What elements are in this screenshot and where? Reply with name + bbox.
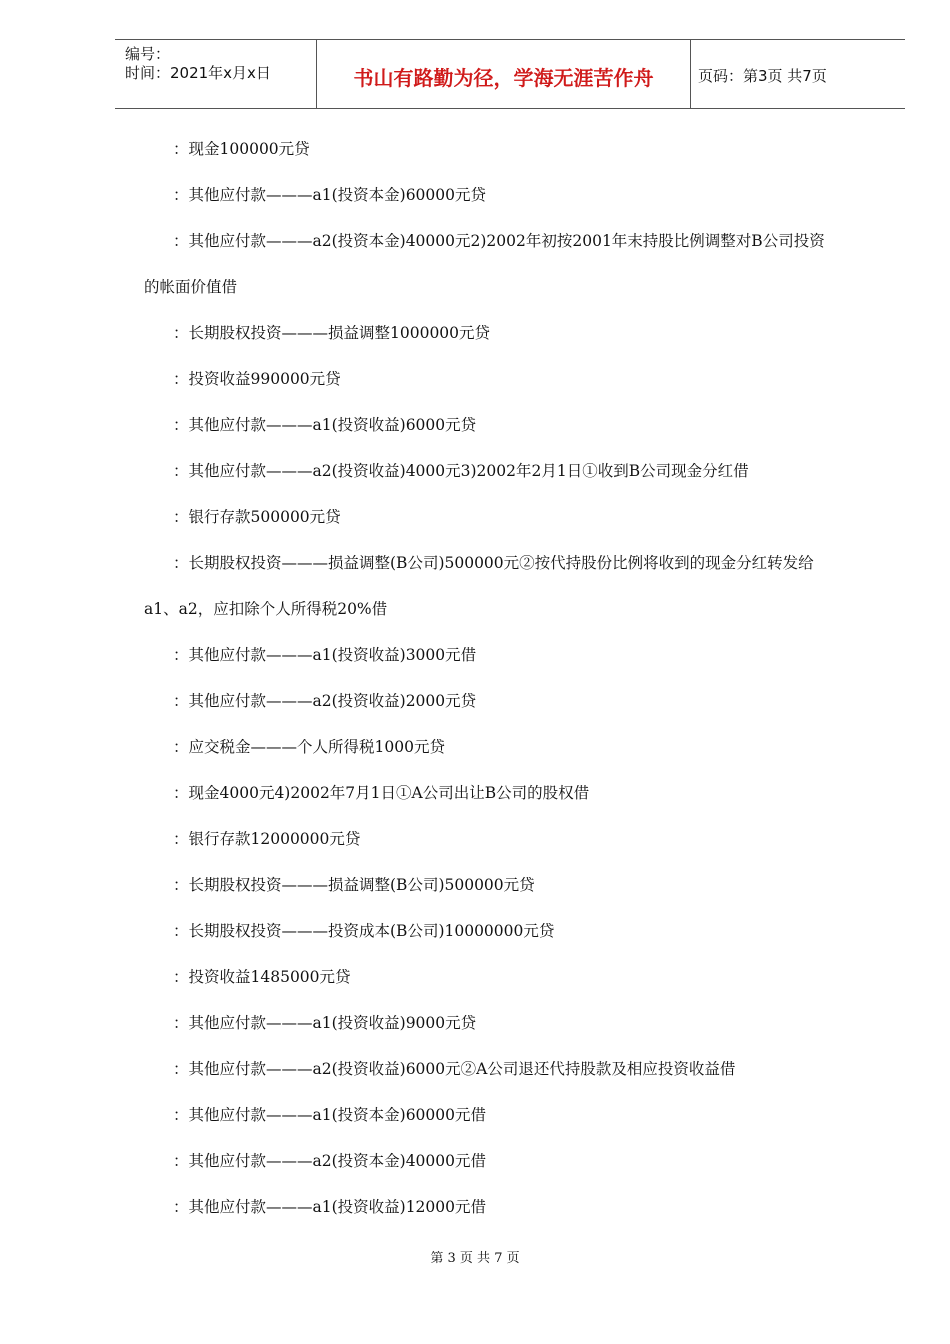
body-line: ：其他应付款———a2(投资收益)6000元②A公司退还代持股款及相应投资收益借 — [173, 1060, 736, 1078]
body-line: ：其他应付款———a2(投资收益)2000元贷 — [173, 692, 477, 710]
body-line: ：现金100000元贷 — [173, 140, 310, 158]
body-line: ：长期股权投资———损益调整1000000元贷 — [173, 324, 491, 342]
body-line: ：其他应付款———a2(投资本金)40000元借 — [173, 1152, 487, 1170]
header-page-cell — [690, 40, 905, 108]
header-motto-cell — [316, 40, 691, 108]
body-line: ：银行存款12000000元贷 — [173, 830, 361, 848]
body-line: ：长期股权投资———损益调整(B公司)500000元②按代持股份比例将收到的现金分红转发给 — [173, 554, 814, 572]
document-date-label: 时间：2021年x月x日 — [125, 64, 271, 82]
document-number-label: 编号： — [125, 45, 171, 63]
body-line: ：其他应付款———a1(投资收益)6000元贷 — [173, 416, 477, 434]
body-line: 的帐面价值借 — [144, 278, 238, 296]
body-line: ：投资收益1485000元贷 — [173, 968, 351, 986]
page-footer: 第 3 页 共 7 页 — [430, 1251, 520, 1266]
page-number-label: 页码：第3页 共7页 — [698, 67, 827, 85]
motto-text: 书山有路勤为径，学海无涯苦作舟 — [353, 66, 654, 90]
body-line: ：长期股权投资———投资成本(B公司)10000000元贷 — [173, 922, 555, 940]
body-line: ：其他应付款———a2(投资本金)40000元2)2002年初按2001年末持股比例调整对B公司投资 — [173, 232, 825, 250]
body-line: ：其他应付款———a1(投资本金)60000元借 — [173, 1106, 487, 1124]
body-line: ：其他应付款———a1(投资收益)12000元借 — [173, 1198, 487, 1216]
body-line: ：现金4000元4)2002年7月1日①A公司出让B公司的股权借 — [173, 784, 590, 802]
body-line: ：其他应付款———a1(投资本金)60000元贷 — [173, 186, 487, 204]
body-line: ：银行存款500000元贷 — [173, 508, 341, 526]
body-line: ：其他应付款———a1(投资收益)9000元贷 — [173, 1014, 477, 1032]
header-meta-cell — [115, 40, 315, 108]
page-header — [115, 39, 905, 109]
body-line: ：应交税金———个人所得税1000元贷 — [173, 738, 445, 756]
body-line: ：投资收益990000元贷 — [173, 370, 341, 388]
body-line: a1、a2，应扣除个人所得税20%借 — [144, 600, 388, 618]
body-line: ：其他应付款———a1(投资收益)3000元借 — [173, 646, 477, 664]
body-line: ：长期股权投资———损益调整(B公司)500000元贷 — [173, 876, 535, 894]
body-line: ：其他应付款———a2(投资收益)4000元3)2002年2月1日①收到B公司现金分红借 — [173, 462, 749, 480]
